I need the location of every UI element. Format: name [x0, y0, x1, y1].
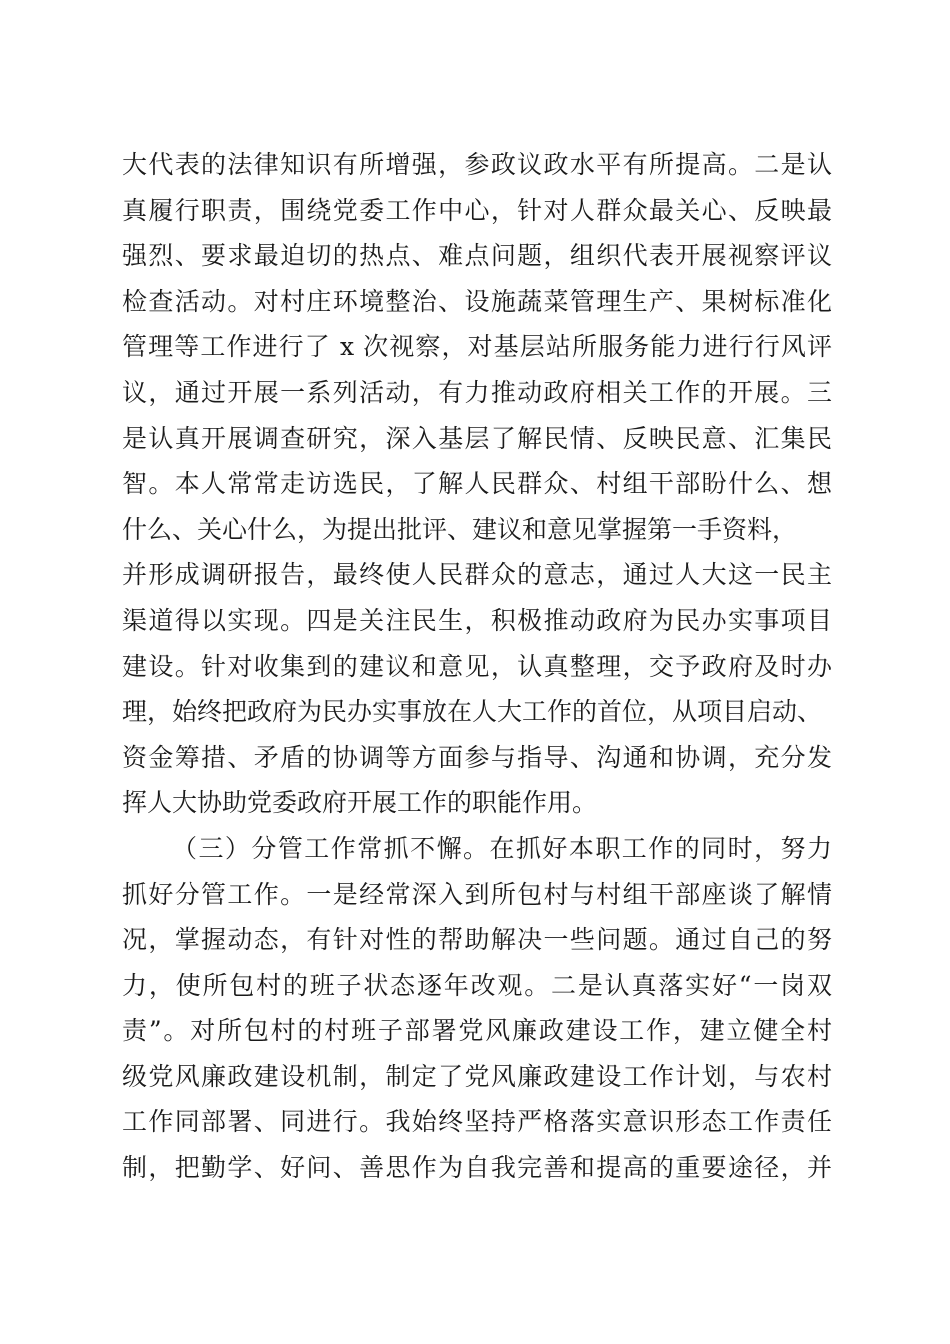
paragraph-2	[122, 826, 832, 1191]
paragraph-line: 建设。针对收集到的建议和意见，认真整理，交予政府及时办	[122, 651, 832, 681]
paragraph-line: 真履行职责，围绕党委工作中心，针对人群众最关心、反映最	[122, 195, 832, 225]
paragraph-line: 什么、关心什么，为提出批评、建议和意见掌握第一手资料，	[122, 514, 798, 544]
paragraph-line: 级党风廉政建设机制，制定了党风廉政建设工作计划，与农村	[122, 1061, 832, 1091]
paragraph-line: 况，掌握动态，有针对性的帮助解决一些问题。通过自己的努	[122, 925, 832, 955]
paragraph-line: 议，通过开展一系列活动，有力推动政府相关工作的开展。三	[122, 377, 832, 407]
paragraph-line: 智。本人常常走访选民，了解人民群众、村组干部盼什么、想	[122, 469, 832, 499]
paragraph-line: 工作同部署、同进行。我始终坚持严格落实意识形态工作责任	[122, 1107, 832, 1137]
paragraph-line: 责”。对所包村的村班子部署党风廉政建设工作，建立健全村	[122, 1016, 832, 1046]
paragraph-line: 渠道得以实现。四是关注民生，积极推动政府为民办实事项目	[122, 605, 832, 635]
paragraph-1	[122, 142, 832, 826]
paragraph-line: 强烈、要求最迫切的热点、难点问题，组织代表开展视察评议	[122, 241, 832, 271]
paragraph-line: 挥人大协助党委政府开展工作的职能作用。	[122, 788, 598, 818]
paragraph-line: 理，始终把政府为民办实事放在人大工作的首位，从项目启动、	[122, 697, 823, 727]
document-body	[122, 142, 832, 1191]
paragraph-line: 管理等工作进行了 x 次视察，对基层站所服务能力进行行风评	[122, 332, 832, 362]
paragraph-line: 制，把勤学、好问、善思作为自我完善和提高的重要途径，并	[122, 1153, 832, 1183]
paragraph-line: 是认真开展调查研究，深入基层了解民情、反映民意、汇集民	[122, 423, 832, 453]
paragraph-line: （三）分管工作常抓不懈。在抓好本职工作的同时，努力	[172, 833, 832, 863]
paragraph-line: 资金筹措、矛盾的协调等方面参与指导、沟通和协调，充分发	[122, 742, 832, 772]
paragraph-line: 大代表的法律知识有所增强，参政议政水平有所提高。二是认	[122, 150, 832, 179]
paragraph-line: 检查活动。对村庄环境整治、设施蔬菜管理生产、果树标准化	[122, 286, 832, 316]
paragraph-line: 并形成调研报告，最终使人民群众的意志，通过人大这一民主	[122, 560, 832, 590]
paragraph-line: 力，使所包村的班子状态逐年改观。二是认真落实好“一岗双	[122, 970, 832, 1000]
paragraph-line: 抓好分管工作。一是经常深入到所包村与村组干部座谈了解情	[122, 879, 832, 909]
